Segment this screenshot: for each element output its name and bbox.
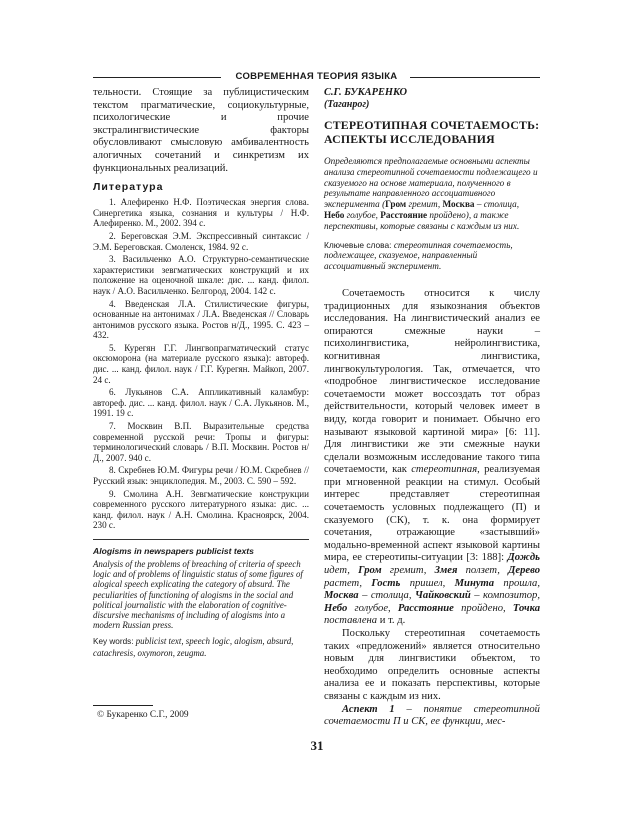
reference-item: 5. Курегян Г.Г. Лингвопрагматический статус оксюморона (на материале русского языка): автореф. дис. ... канд. филол. наук / Г.Г. Курегян. Майкоп, 2007. 24 с.: [93, 342, 309, 385]
russian-keywords-label: Ключевые слова:: [324, 239, 392, 250]
right-column: [324, 87, 540, 729]
body-paragraph-1: Сочетаемость относится к числу традиционных для языкознания объектов исследования. На лингвистический анализ ее опираются смежные науки – психолингвистика, нейролингвистика, когнитивная лингвистика, лингвокультурология. Так, отмечается, что «подробное лингвистическое исследование сочетаемости может воссоздать тот образ действительности, который человек имеет в виду, когда говорит и понимает. Обычно его называют языковой картиной мира» [6: 11]. Для лингвистики же эти смежные науки сделали возможным исследование такого типа сочетаемости, как стереотипная, реализуемая при мгновенной реакции на стимул. Особый интерес представляет стереотипная сочетаемость условных подлежащего (П) и сказуемого (СК), т. к. она формирует сочетания, отражающие «застывший» модально-временной аспект языковой картины мира, ее стереотипы-ситуации [3: 188]: Дождь идет, Гром гремит, Змея ползет, Дерево растет, Гость пришел, Минута прошла, Москва – столица, Чайковский – композитор, Небо голубое, Расстояние пройдено, Точка поставлена и т. д.: [324, 287, 540, 627]
reference-item: 2. Береговская Э.М. Экспрессивный синтаксис / Э.М. Береговская. Смоленск, 1984. 92 с.: [93, 230, 309, 252]
english-abstract: Analysis of the problems of breaching of criteria of speech logic and of problems of linguistic status of some figures of alogical speech explicating the category of absurd. The peculiarities of functioning of alogisms in the social and political journalistic with the elaboration of cognitive-discursive mechanisms of including of alogisms into a modern Russian press.: [93, 558, 303, 631]
body-paragraph-3: Аспект 1 – понятие стереотипной сочетаемости П и СК, ее функции, мес-: [324, 703, 540, 728]
english-keywords-label: Key words:: [93, 637, 134, 647]
reference-item: 3. Васильченко А.О. Структурно-семантические характеристики зевгматических конструкций и их положение на оценочной шкале: дис. ... канд. филол. наук / А.О. Васильченко. Белгород, 2004. 142 с.: [93, 254, 309, 296]
body-paragraph-2: Поскольку стереотипная сочетаемость таких «предложений» является относительно новым для лингвистики объектом, то необходимо определить основные аспекты анализа ее и показать перспективы, которые связаны с каждым из них.: [324, 628, 540, 702]
running-header: [93, 70, 540, 84]
reference-item: 6. Лукьянов С.А. Аппликативный каламбур: автореф. дис. ... канд. филол. наук / С.А. Лукьянов. М., 1991. 19 с.: [93, 387, 309, 419]
reference-item: 1. Алефиренко Н.Ф. Поэтическая энергия слова. Синергетика языка, сознания и культуры / Н.Ф. Алефиренко. М., 2002. 394 с.: [93, 197, 309, 229]
reference-item: 4. Введенская Л.А. Стилистические фигуры, основанные на антонимах / Л.А. Введенская // Словарь антонимов русского языка. Ростов н/Д., 1995. С. 423 – 432.: [93, 298, 309, 341]
russian-keywords: [324, 240, 540, 272]
reference-item: 7. Москвин В.П. Выразительные средства современной русской речи: Тропы и фигуры: терминологический словарь / В.П. Москвин. Ростов н/Д., 2007. 940 с.: [93, 421, 309, 463]
aspect-label: Аспект 1: [342, 703, 395, 715]
running-header-title: СОВРЕМЕННАЯ ТЕОРИЯ ЯЗЫКА: [232, 71, 402, 82]
article-author: С.Г. БУКАРЕНКО: [324, 87, 408, 98]
references-heading: Литература: [93, 181, 164, 194]
references-list: [93, 197, 309, 531]
left-column: [93, 87, 309, 658]
russian-keywords-text: стереотипная сочетаемость, подлежащее, сказуемое, направленный ассоциативный эксперимент.: [324, 239, 513, 272]
author-affiliation: (Таганрог): [324, 99, 370, 110]
page-number: 31: [310, 738, 324, 753]
russian-abstract: Определяются предполагаемые основными аспекты анализа стереотипной сочетаемости подлежащего и сказуемого на основе материала, полученного в результате направленного ассоциативного эксперимента (Гром гремит, Москва – столица, Небо голубое, Расстояние пройдено), а также перспективы, которые связаны с каждым из них.: [324, 156, 538, 231]
article-title: СТЕРЕОТИПНАЯ СОЧЕТАЕМОСТЬ: АСПЕКТЫ ИССЛЕДОВАНИЯ: [324, 118, 540, 146]
copyright-note: © Букаренко С.Г., 2009: [97, 710, 189, 720]
continued-paragraph: тельности. Стоящие за публицистическим текстом прагматические, социокультурные, психологические и прочие экстралингвистические факторы обусловливают смысловую амбивалентность алогичных сочетаний и синкретизм их функциональных реализаций.: [93, 87, 309, 174]
abstract-divider: [93, 539, 309, 540]
reference-item: 9. Смолина А.Н. Зевгматические конструкции современного русского литературного языка: дис. ... канд. филол. наук / А.Н. Смолина. Красноярск, 2004. 230 с.: [93, 488, 309, 531]
footnote-rule: [93, 705, 153, 706]
english-keywords: [93, 636, 309, 657]
english-title: Alogisms in newspapers publicist texts: [93, 545, 254, 556]
english-keywords-text: publicist text, speech logic, alogism, absurd, catachresis, oxymoron, zeugma.: [93, 636, 294, 658]
reference-item: 8. Скребнев Ю.М. Фигуры речи / Ю.М. Скребнев // Русский язык: энциклопедия. М., 2003. С. 590 – 592.: [93, 465, 309, 486]
